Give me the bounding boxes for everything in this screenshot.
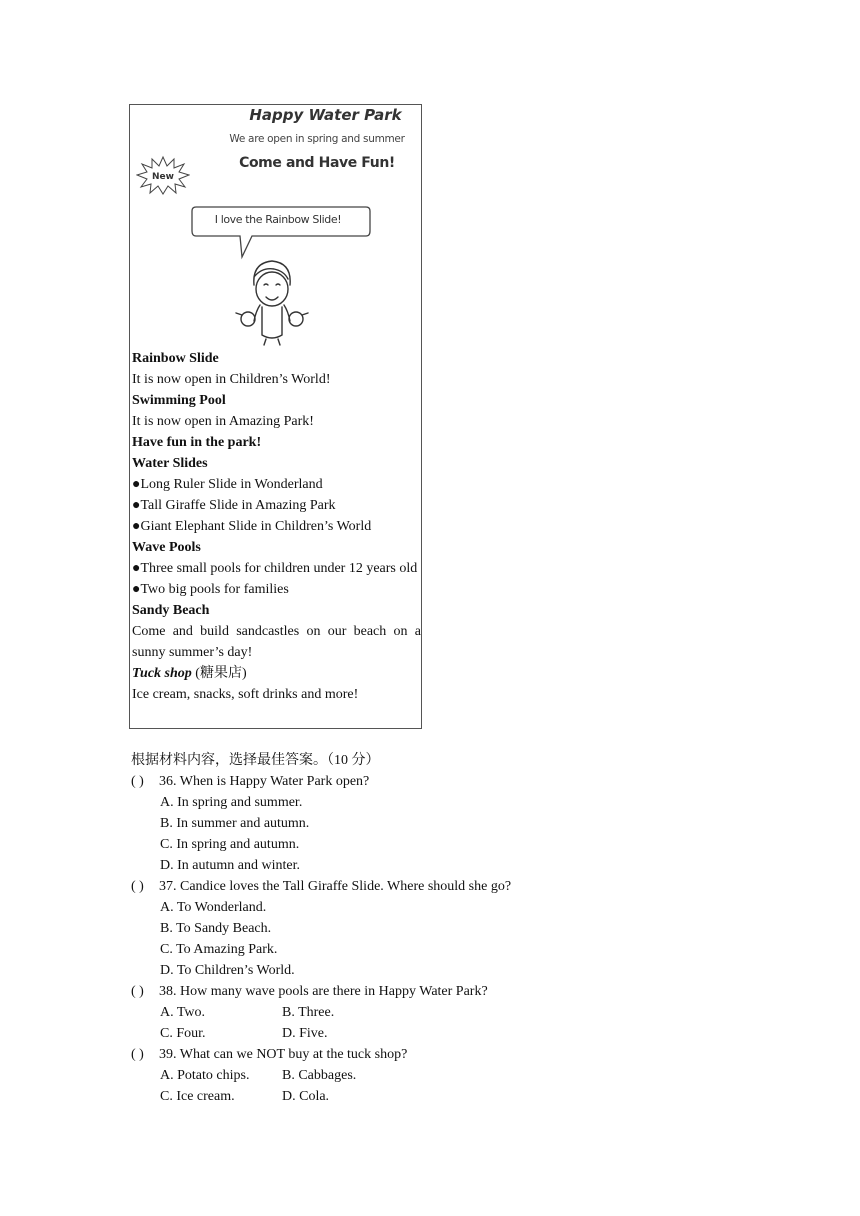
poster-slogan: Come and Have Fun! xyxy=(239,155,395,171)
water-slides-heading: Water Slides xyxy=(132,456,208,471)
option: C. Ice cream. xyxy=(160,1089,235,1104)
question-text: 38. How many wave pools are there in Happy Water Park? xyxy=(159,984,488,999)
option: C. Four. xyxy=(160,1026,206,1041)
option-row xyxy=(131,834,731,855)
option: B. To Sandy Beach. xyxy=(160,921,272,936)
swimming-pool-text: It is now open in Amazing Park! xyxy=(132,414,314,429)
question-39 xyxy=(131,1044,731,1065)
have-fun-heading: Have fun in the park! xyxy=(132,435,262,450)
question-38 xyxy=(131,981,731,1002)
tuck-shop-text: Ice cream, snacks, soft drinks and more! xyxy=(132,687,359,702)
new-starburst-icon xyxy=(136,155,190,195)
option-row xyxy=(131,1002,731,1023)
answer-blank[interactable]: ( ) xyxy=(131,879,144,894)
option-row xyxy=(131,792,731,813)
poster-open-line: We are open in spring and summer xyxy=(229,133,405,145)
option-row xyxy=(131,1065,731,1086)
list-item: ●Three small pools for children under 12 years old xyxy=(132,561,418,576)
water-park-poster xyxy=(130,105,423,348)
option-row xyxy=(131,918,731,939)
park-notice-text xyxy=(132,348,421,705)
list-item: ●Two big pools for families xyxy=(132,582,289,597)
option: B. In summer and autumn. xyxy=(160,816,310,831)
badge-text: New xyxy=(152,172,174,182)
instructions-text: 根据材料内容，选择最佳答案。（10 分） xyxy=(131,753,380,768)
option-row xyxy=(131,897,731,918)
option: B. Cabbages. xyxy=(282,1068,357,1083)
instructions xyxy=(131,750,731,771)
answer-blank[interactable]: ( ) xyxy=(131,984,144,999)
question-37 xyxy=(131,876,731,897)
answer-blank[interactable]: ( ) xyxy=(131,774,144,789)
option-row xyxy=(131,1023,731,1044)
swimming-pool-heading: Swimming Pool xyxy=(132,393,226,408)
option: D. Cola. xyxy=(282,1089,330,1104)
poster-title: Happy Water Park xyxy=(249,106,402,124)
option: A. To Wonderland. xyxy=(160,900,267,915)
sandy-beach-text: Come and build sandcastles on our beach on a sunny summer’s day! xyxy=(132,624,421,660)
option-row xyxy=(131,855,731,876)
wave-pools-heading: Wave Pools xyxy=(132,540,201,555)
option: A. Two. xyxy=(160,1005,206,1020)
option: A. In spring and summer. xyxy=(160,795,303,810)
speech-bubble-text: I love the Rainbow Slide! xyxy=(214,213,342,226)
rainbow-slide-heading: Rainbow Slide xyxy=(132,351,219,366)
option: D. In autumn and winter. xyxy=(160,858,300,873)
option: C. To Amazing Park. xyxy=(160,942,278,957)
option-row xyxy=(131,813,731,834)
girl-cartoon-icon xyxy=(226,255,318,347)
question-text: 37. Candice loves the Tall Giraffe Slide. Where should she go? xyxy=(159,879,512,894)
option: D. Five. xyxy=(282,1026,328,1041)
reading-material-box xyxy=(129,104,422,729)
option-row xyxy=(131,939,731,960)
list-item: ●Long Ruler Slide in Wonderland xyxy=(132,477,323,492)
option: B. Three. xyxy=(282,1005,335,1020)
answer-blank[interactable]: ( ) xyxy=(131,1047,144,1062)
speech-bubble-icon xyxy=(190,203,372,261)
rainbow-slide-text: It is now open in Children’s World! xyxy=(132,372,331,387)
option-row xyxy=(131,1086,731,1107)
list-item: ●Tall Giraffe Slide in Amazing Park xyxy=(132,498,336,513)
question-section xyxy=(131,750,731,1107)
question-text: 36. When is Happy Water Park open? xyxy=(159,774,370,789)
tuck-shop-chinese: (糖果店) xyxy=(191,666,247,681)
option: A. Potato chips. xyxy=(160,1068,250,1083)
option-row xyxy=(131,960,731,981)
option: D. To Children’s World. xyxy=(160,963,295,978)
tuck-shop-heading xyxy=(132,663,421,684)
question-text: 39. What can we NOT buy at the tuck shop? xyxy=(159,1047,408,1062)
list-item: ●Giant Elephant Slide in Children’s World xyxy=(132,519,372,534)
tuck-shop-title: Tuck shop xyxy=(132,666,192,681)
option: C. In spring and autumn. xyxy=(160,837,300,852)
question-36 xyxy=(131,771,731,792)
sandy-beach-heading: Sandy Beach xyxy=(132,603,210,618)
